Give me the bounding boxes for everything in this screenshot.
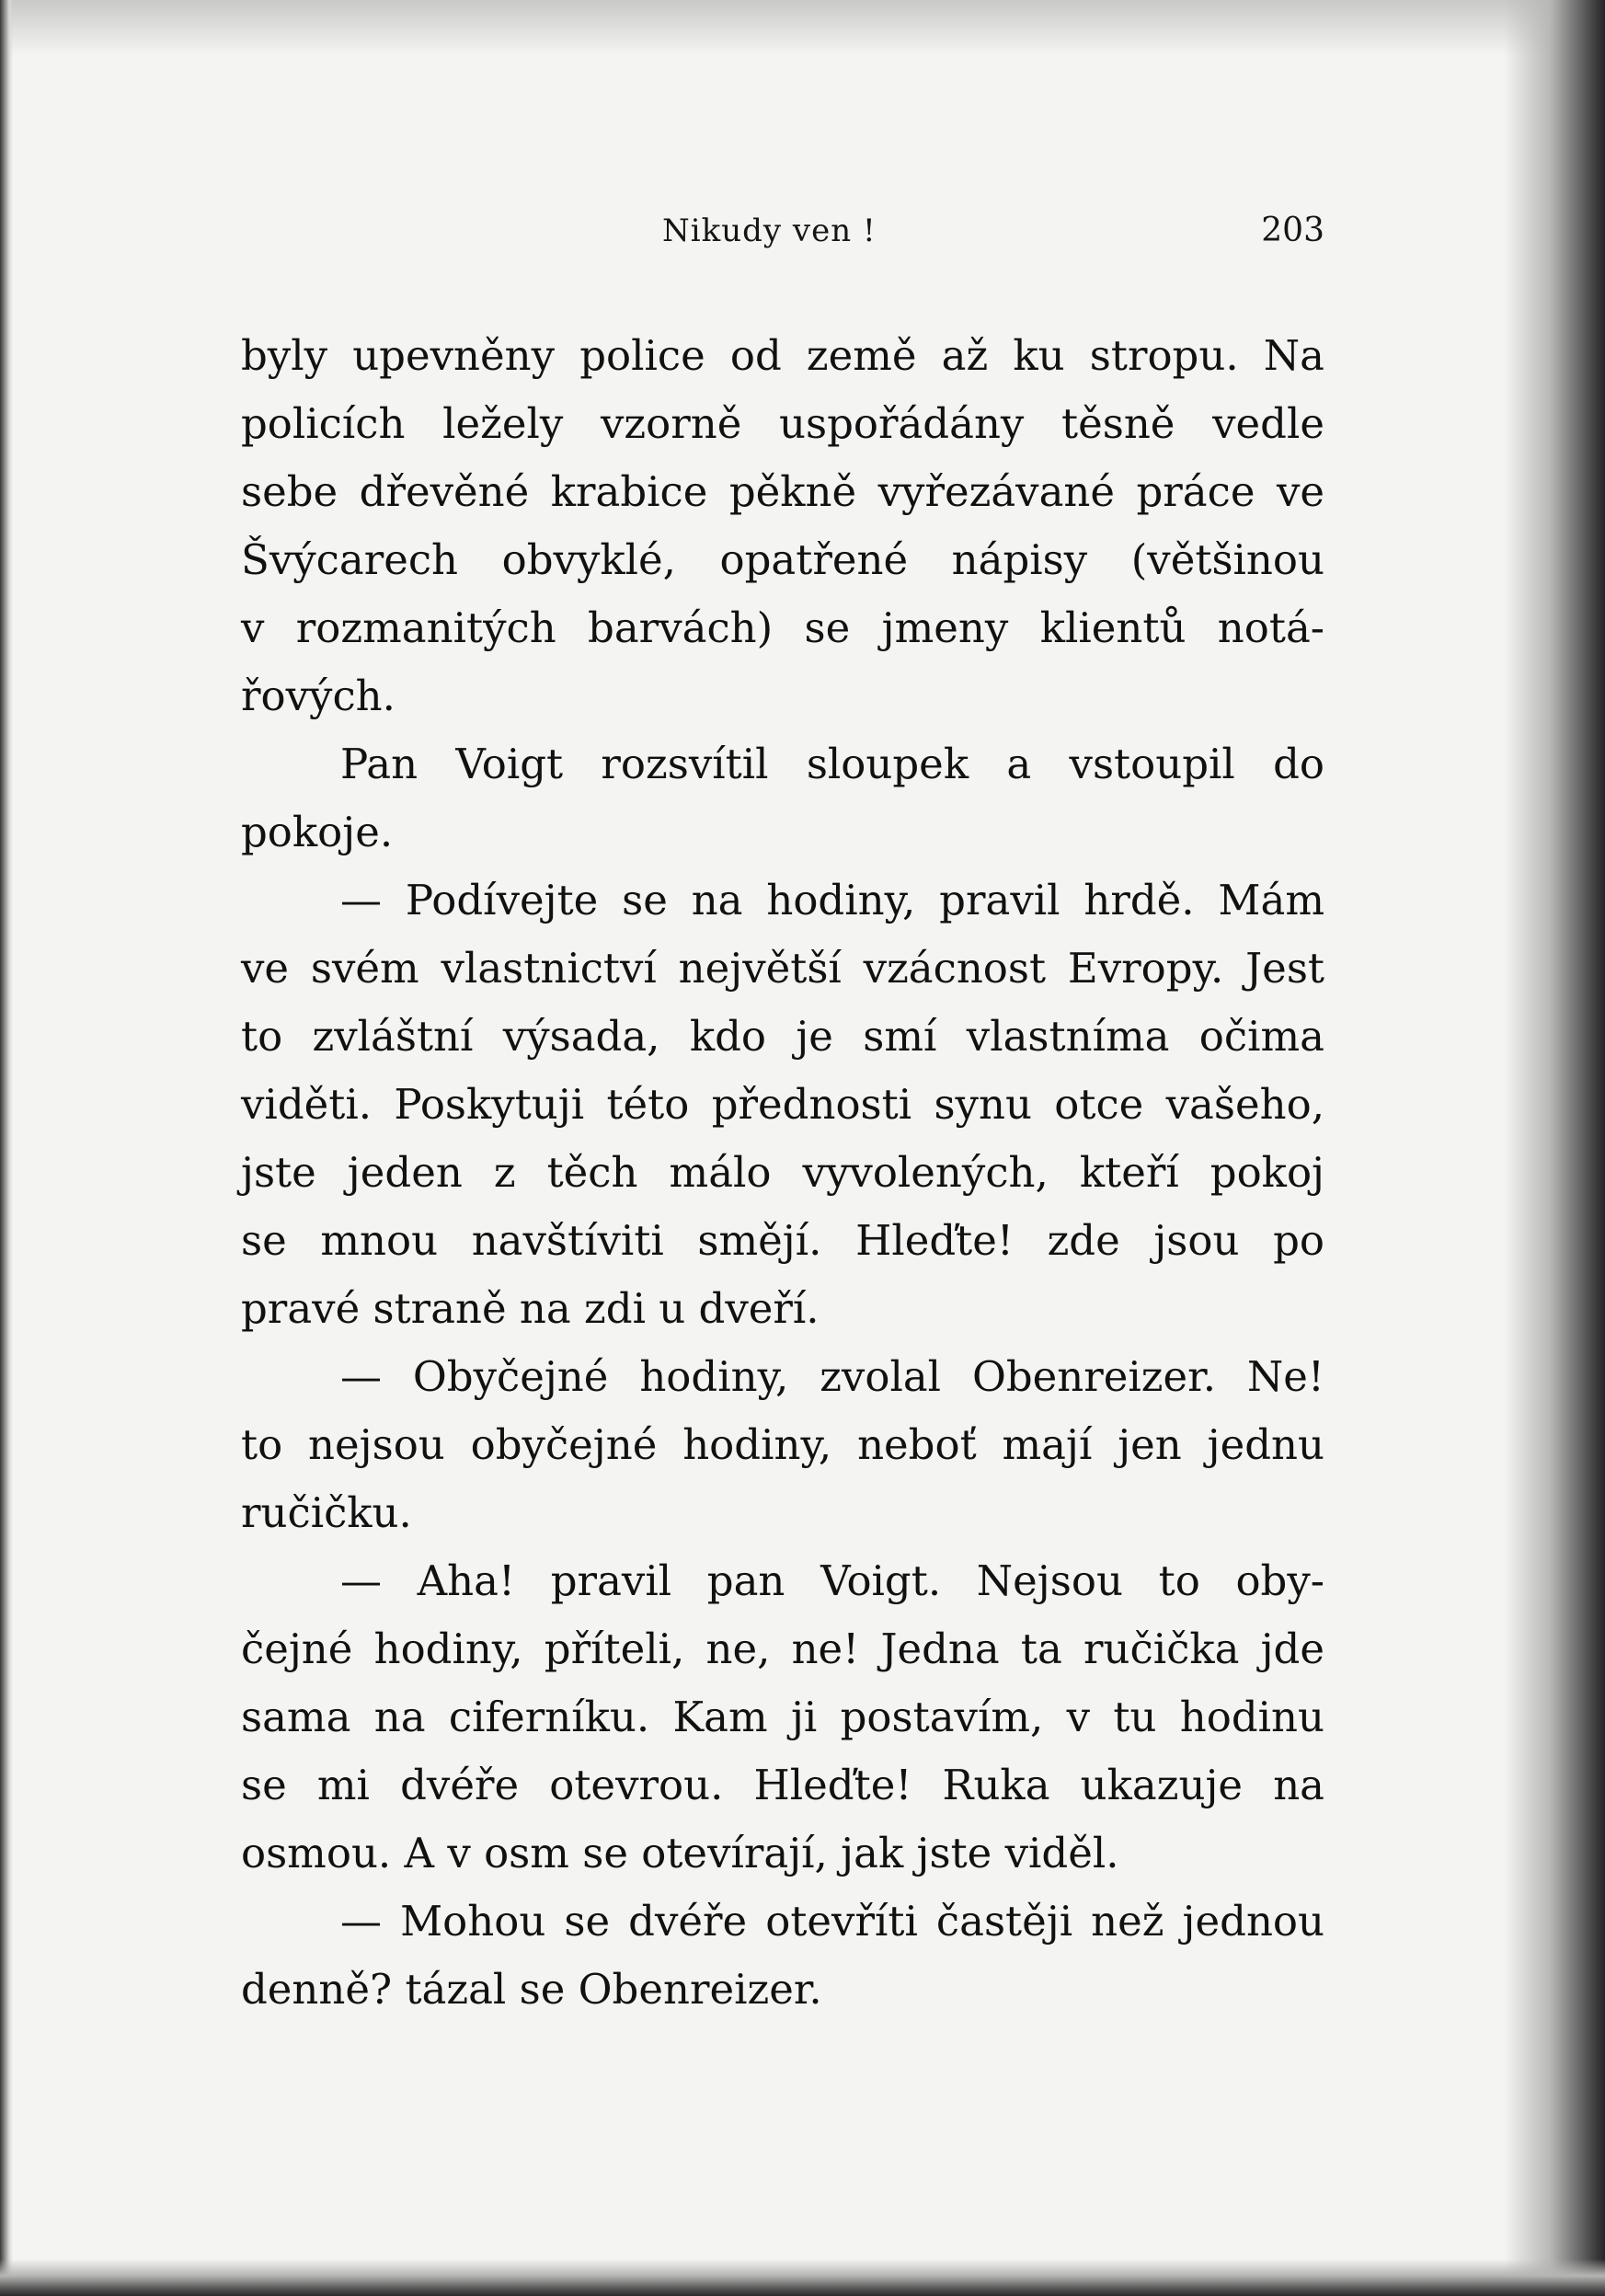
text-line: čejné hodiny, příteli, ne, ne! Jedna ta ručička jde — [241, 1624, 1324, 1673]
text-line: to nejsou obyčejné hodiny, neboť mají jen jednu — [241, 1420, 1324, 1469]
running-head: Nikudy ven ! — [662, 212, 877, 249]
scan-shadow-right — [1504, 0, 1605, 2296]
text-line: — Podívejte se na hodiny, pravil hrdě. Mám — [340, 876, 1324, 924]
text-line: jste jeden z těch málo vyvolených, kteří pokoj — [241, 1148, 1324, 1197]
page-header — [241, 208, 1324, 254]
text-line: — Mohou se dvéře otevříti častěji než jednou — [340, 1897, 1324, 1946]
text-line: — Aha! pravil pan Voigt. Nejsou to oby- — [340, 1556, 1324, 1605]
text-line: byly upevněny police od země až ku stropu. Na — [241, 331, 1324, 380]
text-line: — Obyčejné hodiny, zvolal Obenreizer. Ne! — [340, 1352, 1324, 1401]
scan-shadow-bottom — [0, 2259, 1605, 2296]
text-line: se mi dvéře otevrou. Hleďte! Ruka ukazuje na — [241, 1761, 1324, 1809]
text-line: ve svém vlastnictví největší vzácnost Evropy. Jest — [241, 944, 1324, 993]
text-line: denně? tázal se Obenreizer. — [241, 1965, 822, 2014]
text-line: osmou. A v osm se otevírají, jak jste viděl. — [241, 1829, 1119, 1877]
text-line: se mnou navštíviti smějí. Hleďte! zde jsou po — [241, 1216, 1324, 1265]
text-line: ručičku. — [241, 1488, 412, 1537]
text-line: pravé straně na zdi u dveří. — [241, 1284, 820, 1333]
text-line: viděti. Poskytuji této přednosti synu otce vašeho, — [241, 1080, 1324, 1129]
text-line: Pan Voigt rozsvítil sloupek a vstoupil do — [340, 740, 1324, 788]
scan-shadow-top — [0, 0, 1605, 55]
body-text — [241, 322, 1324, 2024]
page-number: 203 — [1261, 212, 1324, 249]
text-line: pokoje. — [241, 808, 394, 856]
text-line: řových. — [241, 672, 396, 720]
text-line: policích ležely vzorně uspořádány těsně vedle — [241, 399, 1324, 448]
scan-shadow-left — [0, 0, 13, 2296]
text-line: to zvláštní výsada, kdo je smí vlastníma očima — [241, 1012, 1324, 1061]
text-line: Švýcarech obvyklé, opatřené nápisy (většinou — [241, 535, 1324, 584]
text-line: sama na ciferníku. Kam ji postavím, v tu hodinu — [241, 1693, 1324, 1741]
text-line: v rozmanitých barvách) se jmeny klientů notá- — [241, 603, 1324, 652]
text-line: sebe dřevěné krabice pěkně vyřezávané práce ve — [241, 467, 1324, 516]
